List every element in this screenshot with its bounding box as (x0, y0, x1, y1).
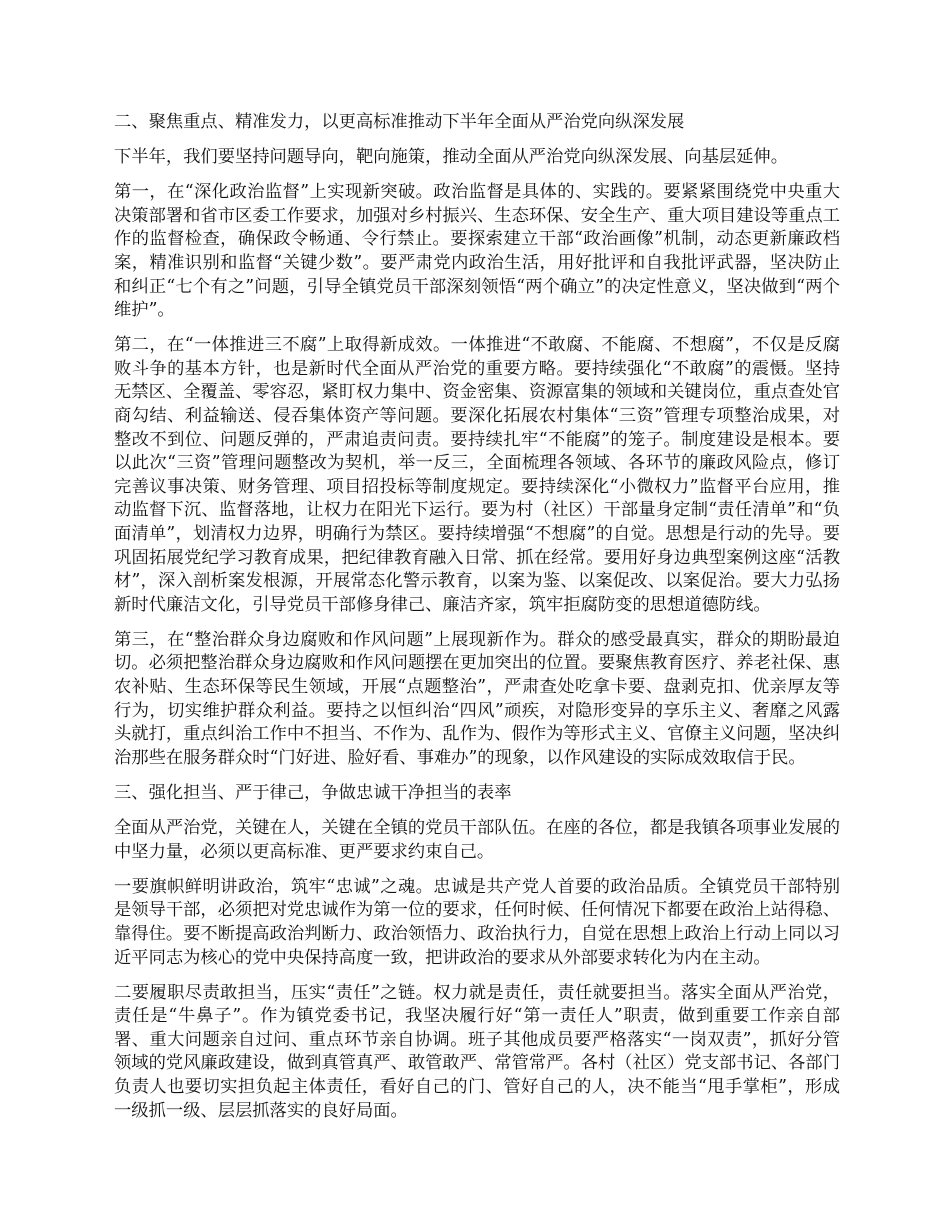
section-heading-2: 二、聚焦重点、精准发力，以更高标准推动下半年全面从严治党向纵深发展 (114, 112, 685, 132)
section-2-intro: 下半年，我们要坚持问题导向，靶向施策，推动全面从严治党向纵深发展、向基层延伸。 (114, 147, 788, 168)
paragraph-third: 第三，在“整治群众身边腐败和作风问题”上展现新作为。群众的感受最真实，群众的期盼最迫切。必须把整治群众身边腐败和作风问题摆在更加突出的位置。要聚焦教育医疗、养老社保、惠农补贴、生态环保等民生领域，开展“点题整治”，严肃查处吃拿卡要、盘剥克扣、优亲厚友等行为，切实维护群众利益。要持之以恒纠治“四风”顽疾，对隐形变异的享乐主义、奢靡之风露头就打，重点纠治工作中不担当、不作为、乱作为、假作为等形式主义、官僚主义问题，坚决纠治那些在服务群众时“门好进、脸好看、事难办”的现象，以作风建设的实际成效取信于民。 (114, 629, 840, 768)
section-heading-3: 三、强化担当、严于律己，争做忠诚干净担当的表率 (114, 782, 512, 803)
paragraph-first: 第一，在“深化政治监督”上实现新突破。政治监督是具体的、实践的。要紧紧围绕党中央重大决策部署和省市区委工作要求，加强对乡村振兴、生态环保、安全生产、重大项目建设等重点工作的监督检查，确保政令畅通、令行禁止。要探索建立干部“政治画像”机制，动态更新廉政档案，精准识别和监督“关键少数”。要严肃党内政治生活，用好批评和自我批评武器，坚决防止和纠正“七个有之”问题，引导全镇党员干部深刻领悟“两个确立”的决定性意义，坚决做到“两个维护”。 (114, 182, 840, 321)
paragraph-second: 第二，在“一体推进三不腐”上取得新成效。一体推进“不敢腐、不能腐、不想腐”，不仅是反腐败斗争的基本方针，也是新时代全面从严治党的重要方略。要持续强化“不敢腐”的震慑。坚持无禁区、全覆盖、零容忍，紧盯权力集中、资金密集、资源富集的领域和关键岗位，重点查处官商勾结、利益输送、侵吞集体资产等问题。要深化拓展农村集体“三资”管理专项整治成果，对整改不到位、问题反弹的，严肃追责问责。要持续扎牢“不能腐”的笼子。制度建设是根本。要以此次“三资”管理问题整改为契机，举一反三，全面梳理各领域、各环节的廉政风险点，修订完善议事决策、财务管理、项目招投标等制度规定。要持续深化“小微权力”监督平台应用，推动监督下沉、监督落地，让权力在阳光下运行。要为村（社区）干部量身定制“责任清单”和“负面清单”，划清权力边界，明确行为禁区。要持续增强“不想腐”的自觉。思想是行动的先导。要巩固拓展党纪学习教育成果，把纪律教育融入日常、抓在经常。要用好身边典型案例这座“活教材”，深入剖析案发根源，开展常态化警示教育，以案为鉴、以案促改、以案促治。要大力弘扬新时代廉洁文化，引导党员干部修身律己、廉洁齐家，筑牢拒腐防变的思想道德防线。 (114, 335, 840, 615)
paragraph-two: 二要履职尽责敢担当，压实“责任”之链。权力就是责任，责任就要担当。落实全面从严治党，责任是“牛鼻子”。作为镇党委书记，我坚决履行好“第一责任人”职责，做到重要工作亲自部署、重大问题亲自过问、重点环节亲自协调。班子其他成员要严格落实“一岗双责”，抓好分管领域的党风廉政建设，做到真管真严、敢管敢严、常管常严。各村（社区）党支部书记、各部门负责人也要切实担负起主体责任，看好自己的门、管好自己的人，决不能当“甩手掌柜”，形成一级抓一级、层层抓落实的良好局面。 (114, 982, 840, 1121)
document-body (114, 111, 840, 1135)
section-3-intro: 全面从严治党，关键在人，关键在全镇的党员干部队伍。在座的各位，都是我镇各项事业发展的中坚力量，必须以更高标准、更严要求约束自己。 (114, 818, 840, 862)
paragraph-one: 一要旗帜鲜明讲政治，筑牢“忠诚”之魂。忠诚是共产党人首要的政治品质。全镇党员干部特别是领导干部，必须把对党忠诚作为第一位的要求，任何时候、任何情况下都要在政治上站得稳、靠得住。要不断提高政治判断力、政治领悟力、政治执行力，自觉在思想上政治上行动上同以习近平同志为核心的党中央保持高度一致，把讲政治的要求从外部要求转化为内在主动。 (114, 876, 840, 968)
